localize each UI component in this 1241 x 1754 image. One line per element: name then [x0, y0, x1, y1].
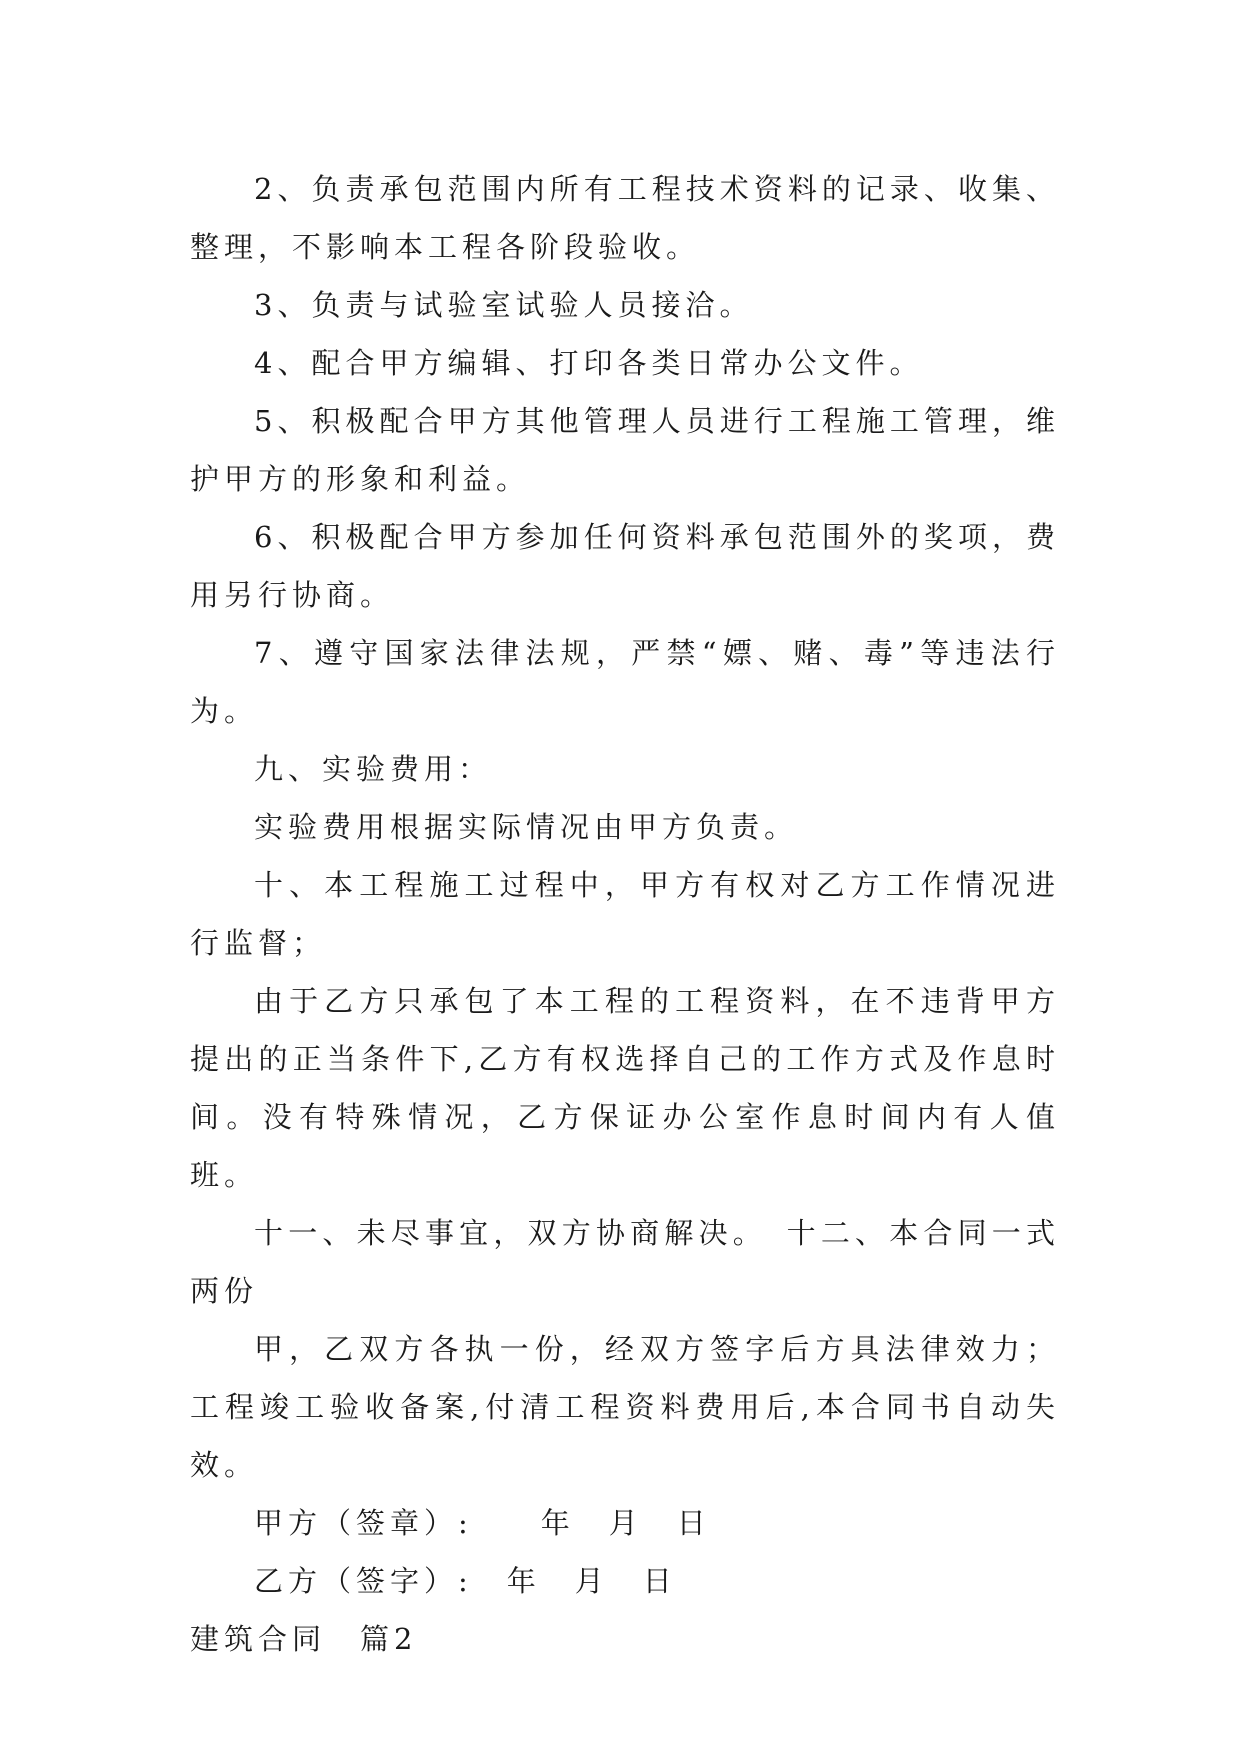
signature-party-b: 乙方（签字）: 年 月 日 — [254, 1564, 677, 1598]
paragraph-item-5: 5、积极配合甲方其他管理人员进行工程施工管理，维护甲方的形象和利益。 — [190, 404, 1060, 496]
paragraph-item-3: 3、负责与试验室试验人员接洽。 — [254, 288, 754, 322]
section-heading-9: 九、实验费用： — [254, 752, 493, 786]
paragraph-item-6: 6、积极配合甲方参加任何资料承包范围外的奖项，费用另行协商。 — [190, 520, 1060, 612]
paragraph-item-2: 2、负责承包范围内所有工程技术资料的记录、收集、整理，不影响本工程各阶段验收。 — [190, 172, 1060, 264]
paragraph-item-4: 4、配合甲方编辑、打印各类日常办公文件。 — [254, 346, 924, 380]
paragraph-experiment-cost: 实验费用根据实际情况由甲方负责。 — [254, 810, 799, 844]
next-section-title: 建筑合同 篇2 — [190, 1622, 418, 1656]
document-body — [190, 160, 1060, 1668]
paragraph-copies-validity: 甲，乙双方各执一份，经双方签字后方具法律效力；工程竣工验收备案,付清工程资料费用后,本合同书自动失效。 — [190, 1332, 1060, 1482]
paragraph-work-schedule: 由于乙方只承包了本工程的工程资料，在不违背甲方提出的正当条件下,乙方有权选择自己的工作方式及作息时间。没有特殊情况，乙方保证办公室作息时间内有人值班。 — [190, 984, 1060, 1192]
section-10: 十、本工程施工过程中，甲方有权对乙方工作情况进行监督； — [190, 868, 1060, 960]
section-11-12: 十一、未尽事宜，双方协商解决。 十二、本合同一式两份 — [190, 1216, 1060, 1308]
signature-party-a: 甲方（签章）: 年 月 日 — [254, 1506, 711, 1540]
paragraph-item-7: 7、遵守国家法律法规，严禁“嫖、赌、毒”等违法行为。 — [190, 636, 1060, 728]
